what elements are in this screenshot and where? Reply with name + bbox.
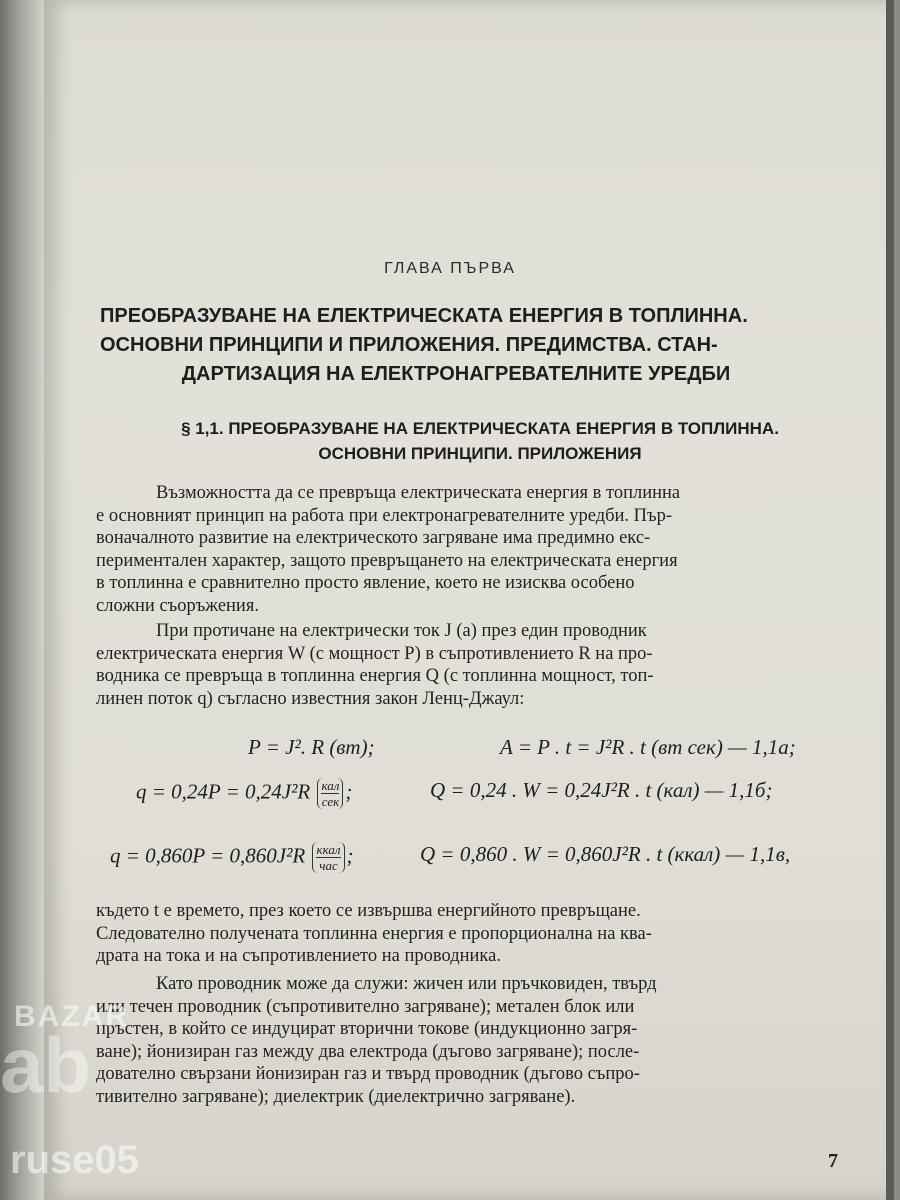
equation-text: ; xyxy=(345,779,353,804)
paragraph-4 xyxy=(96,973,830,1108)
watermark-line: BAZAR xyxy=(14,1000,129,1033)
text-line: Възможността да се превръща електрическата енергия в топлинна xyxy=(156,483,681,503)
page-number: 7 xyxy=(828,1150,838,1172)
chapter-title xyxy=(100,302,812,389)
text-line: електрическата енергия W (с мощност P) в съпротивлението R на про- xyxy=(96,643,653,664)
equation-power: P = J². R (вт); xyxy=(248,735,375,759)
unit-fraction xyxy=(317,778,343,809)
equation-text: ; xyxy=(346,843,354,868)
chapter-title-line: ПРЕОБРАЗУВАНЕ НА ЕЛЕКТРИЧЕСКАТА ЕНЕРГИЯ В ТОПЛИННА. xyxy=(100,305,748,327)
paragraph-1 xyxy=(96,482,830,617)
text-line: Следователно получената топлинна енергия е пропорционална на ква- xyxy=(96,923,652,944)
watermark-username: ruse05 xyxy=(10,1138,139,1182)
fraction-denominator: час xyxy=(319,858,338,873)
paragraph-2 xyxy=(96,620,830,710)
text-line: При протичане на електрически ток J (а) през един проводник xyxy=(156,621,647,641)
equation-text: q = 0,860P = 0,860J²R xyxy=(110,843,306,868)
text-line: водника се превръща в топлинна енергия Q (с топлинна мощност, топ- xyxy=(96,666,654,686)
page-edge xyxy=(886,0,894,1200)
text-line: тивително загряване); диелектрик (диелектрично загряване). xyxy=(96,1086,576,1107)
fraction-numerator: ккал xyxy=(316,842,341,857)
watermark-logo: ab xyxy=(0,1021,92,1109)
equation-text: q = 0,24P = 0,24J²R xyxy=(136,779,311,804)
paragraph-3 xyxy=(96,900,830,968)
fraction-denominator: сек xyxy=(321,794,340,809)
text-line: сложни съоръжения. xyxy=(96,595,259,616)
section-heading-line: ОСНОВНИ ПРИНЦИПИ. ПРИЛОЖЕНИЯ xyxy=(318,444,642,463)
text-line: драта на тока и на съпротивлението на проводника. xyxy=(96,946,501,966)
text-line: воначалното развитие на електрическото загряване има предимно екс- xyxy=(96,528,651,548)
fraction-numerator: кал xyxy=(321,778,340,793)
text-line: е основният принцип на работа при електронагревателните уредби. Пър- xyxy=(96,505,673,526)
text-line: дователно свързани йонизиран газ и твърд проводник (дъгово съпро- xyxy=(96,1064,640,1084)
equation-heat-cal: Q = 0,24 . W = 0,24J²R . t (кал) — 1,1б; xyxy=(430,778,773,802)
text-line: периментален характер, защото превръщането на електрическата енергия xyxy=(96,550,678,571)
text-line: Като проводник може да служи: жичен или пръчковиден, твърд xyxy=(156,974,657,994)
equation-energy: A = P . t = J²R . t (вт сек) — 1,1а; xyxy=(500,735,796,759)
equation-heat-flow-cal xyxy=(136,778,352,809)
text-line: ване); йонизиран газ между два електрода (дъгово загряване); после- xyxy=(96,1041,640,1062)
section-heading-line: § 1,1. ПРЕОБРАЗУВАНЕ НА ЕЛЕКТРИЧЕСКАТА ЕНЕРГИЯ В ТОПЛИННА. xyxy=(181,419,779,438)
chapter-heading: ГЛАВА ПЪРВА xyxy=(384,260,516,277)
section-heading xyxy=(140,416,820,466)
equation-heat-flow-kcal xyxy=(110,842,354,873)
unit-fraction xyxy=(312,842,344,873)
chapter-title-line: ОСНОВНИ ПРИНЦИПИ И ПРИЛОЖЕНИЯ. ПРЕДИМСТВА. СТАН- xyxy=(100,334,718,356)
text-line: пръстен, в който се индуцират вторични токове (индукционно загря- xyxy=(96,1019,638,1039)
equation-heat-kcal: Q = 0,860 . W = 0,860J²R . t (ккал) — 1,1в, xyxy=(420,842,791,866)
text-line: линен поток q) съгласно известния закон Ленц-Джаул: xyxy=(96,688,525,709)
text-line: или течен проводник (съпротивително загряване); метален блок или xyxy=(96,996,635,1017)
text-line: в топлинна е сравнително просто явление, което не изисква особено xyxy=(96,573,635,593)
text-line: където t е времето, през което се извършва енергийното превръщане. xyxy=(96,901,641,921)
chapter-title-line: ДАРТИЗАЦИЯ НА ЕЛЕКТРОНАГРЕВАТЕЛНИТЕ УРЕДБИ xyxy=(181,363,731,385)
